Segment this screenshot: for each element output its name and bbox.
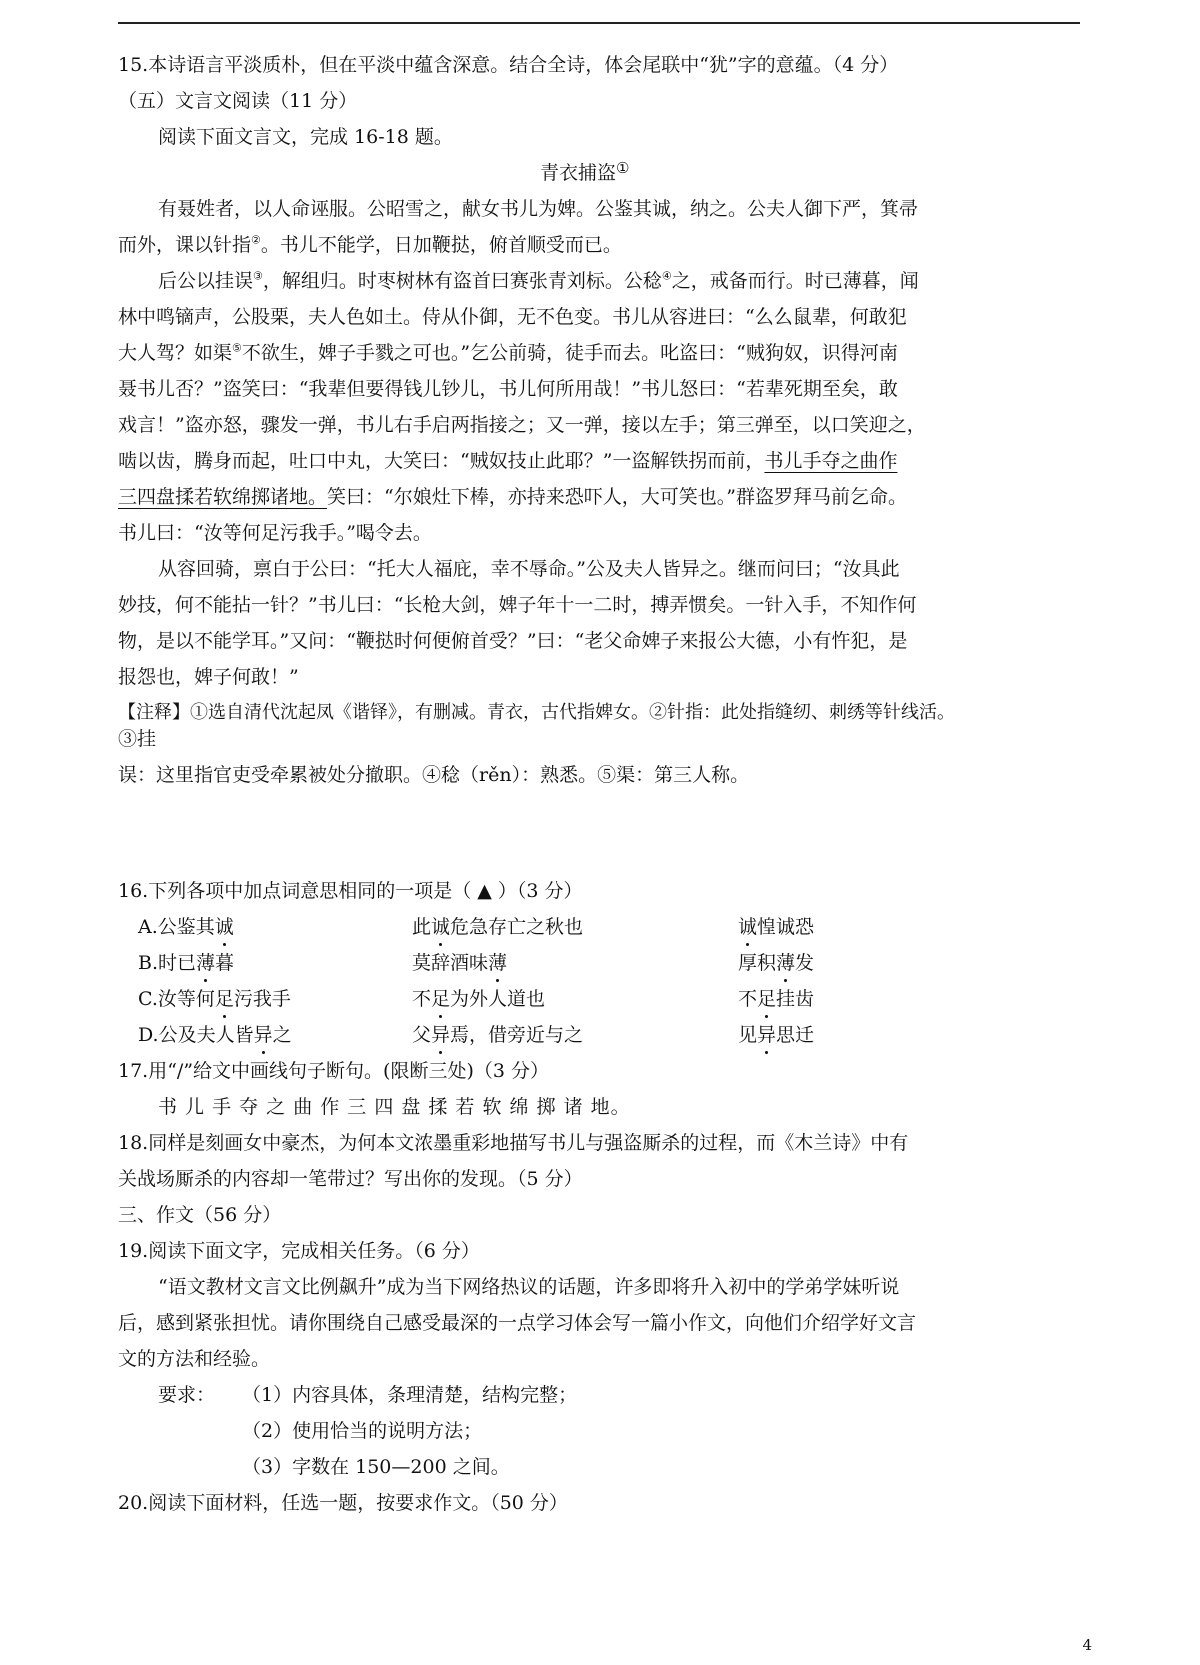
requirement-1: （1）内容具体，条理清楚，结构完整； <box>242 1384 578 1406</box>
passage-line: 报怨也，婢子何敢！” <box>118 666 299 688</box>
dotted-word: 薄 <box>488 952 508 974</box>
dotted-word: 足 <box>757 988 777 1010</box>
footnote-marker-5: ⑤ <box>232 341 242 355</box>
requirement-3: （3）字数在 150—200 之间。 <box>242 1456 510 1478</box>
passage-title-mark: ① <box>616 159 630 177</box>
underlined-sentence: 三四盘揉若软绵掷诸地。 <box>118 486 328 508</box>
option-a-col2 <box>412 914 583 940</box>
footnote-marker-3: ③ <box>253 269 263 283</box>
option-text: 之 <box>272 1024 292 1046</box>
option-text: 焉，借旁近与之 <box>450 1024 584 1046</box>
passage-text: 而外，课以针指 <box>118 234 252 256</box>
dotted-word: 异 <box>253 1024 273 1046</box>
option-b-col1 <box>138 950 234 976</box>
passage-line: 妙技，何不能拈一针？”书儿曰：“长枪大剑，婢子年十一二时，搏弄惯矣。一针入手，不知作何 <box>118 594 917 616</box>
dotted-word: 诚 <box>431 916 451 938</box>
option-text: 父 <box>412 1024 432 1046</box>
dotted-word: 足 <box>431 988 451 1010</box>
passage-text: 不欲生，婢子手戮之可也。”乞公前骑，徒手而去。叱盗曰：“贼狗奴，识得河南 <box>241 342 898 364</box>
annotation-line: 【注释】①选自清代沈起凤《谐铎》，有删减。青衣，古代指婢女。②针指：此处指缝纫、刺绣等针线活。 <box>118 702 955 723</box>
option-text: 莫辞酒味 <box>412 952 489 974</box>
passage-text: ，解组归。时枣树林有盗首曰赛张青刘标。公稔 <box>262 270 662 292</box>
option-text: 危急存亡之秋也 <box>450 916 584 938</box>
passage-line: 物，是以不能学耳。”又问：“鞭挞时何便俯首受？”曰：“老父命婢子来报公大德，小有忤犯，是 <box>118 630 908 652</box>
question-19: 19.阅读下面文字，完成相关任务。（6 分） <box>118 1240 480 1262</box>
option-a-col1 <box>138 914 234 940</box>
option-text: A.公鉴其 <box>138 916 215 938</box>
option-b-col2 <box>412 950 507 976</box>
passage-text: 。书儿不能学，日加鞭挞，俯首顺受而已。 <box>260 234 622 256</box>
question-16: 16.下列各项中加点词意思相同的一项是（ ▲ ）（3 分） <box>118 880 583 902</box>
option-text: 见 <box>738 1024 758 1046</box>
passage-line: 聂书儿否？”盗笑曰：“我辈但要得钱儿钞儿，书儿何所用哉！”书儿怒曰：“若辈死期至矣，敢 <box>118 378 898 400</box>
passage-line: 戏言！”盗亦怒，骤发一弹，书儿右手启两指接之；又一弹，接以左手；第三弹至，以口笑迎之， <box>118 414 926 436</box>
passage-text: 啮以齿，腾身而起，吐口中丸，大笑曰：“贼奴技止此耶？”一盗解铁拐而前， <box>118 450 765 472</box>
option-c-col3 <box>738 986 814 1012</box>
passage-line <box>118 340 898 366</box>
option-d-col2 <box>412 1022 583 1048</box>
option-text: D.公及夫人皆 <box>138 1024 254 1046</box>
requirement-2: （2）使用恰当的说明方法； <box>242 1420 483 1442</box>
dotted-word: 诚 <box>738 916 758 938</box>
question-17: 17.用“/”给文中画线句子断句。(限断三处)（3 分） <box>118 1060 549 1082</box>
question-15: 15.本诗语言平淡质朴，但在平淡中蕴含深意。结合全诗，体会尾联中“犹”字的意蕴。（4 分） <box>118 54 899 76</box>
passage-line: 林中鸣镝声，公股栗，夫人色如土。侍从仆御，无不色变。书儿从容进曰：“么么鼠辈，何敢犯 <box>118 306 907 328</box>
footnote-marker-4: ④ <box>661 269 672 283</box>
passage-line: 从容回骑，禀白于公曰：“托大人福庇，幸不辱命。”公及夫人皆异之。继而问曰；“汝具此 <box>158 558 900 580</box>
question-19-line: “语文教材文言文比例飙升”成为当下网络热议的话题，许多即将升入初中的学弟学妹听说 <box>158 1276 900 1298</box>
option-text: 发 <box>795 952 815 974</box>
question-18-line: 18.同样是刻画女中豪杰，为何本文浓墨重彩地描写书儿与强盗厮杀的过程，而《木兰诗》中有 <box>118 1132 909 1154</box>
passage-line: 有聂姓者，以人命诬服。公昭雪之，献女书儿为婢。公鉴其诚，纳之。公夫人御下严，箕帚 <box>158 198 919 220</box>
option-c-col2 <box>412 986 545 1012</box>
dotted-word: 薄 <box>776 952 796 974</box>
passage-line <box>118 232 622 258</box>
option-text: 惶诚恐 <box>757 916 815 938</box>
annotation-line: 误：这里指官吏受牵累被处分撤职。④稔（rěn）：熟悉。⑤渠：第三人称。 <box>118 764 750 786</box>
dotted-word: 薄 <box>196 952 216 974</box>
section-5-heading: （五）文言文阅读（11 分） <box>118 90 358 112</box>
passage-title <box>540 160 629 187</box>
footnote-marker-2: ② <box>251 233 261 247</box>
option-c-col1 <box>138 986 291 1012</box>
option-b-col3 <box>738 950 814 976</box>
passage-text: 后公以挂误 <box>158 270 254 292</box>
dotted-word: 诚 <box>214 916 234 938</box>
option-text: 挂齿 <box>776 988 815 1010</box>
option-d-col3 <box>738 1022 814 1048</box>
dotted-word: 异 <box>757 1024 777 1046</box>
question-18-line: 关战场厮杀的内容却一笔带过？写出你的发现。（5 分） <box>118 1168 583 1190</box>
passage-line <box>158 268 919 294</box>
option-text: 厚积 <box>738 952 777 974</box>
punctuation-sentence: 书 儿 手 夺 之 曲 作 三 四 盘 揉 若 软 绵 掷 诸 地。 <box>158 1096 631 1118</box>
option-text: 不 <box>412 988 432 1010</box>
option-text: 思迁 <box>776 1024 815 1046</box>
passage-text: 笑曰：“尔娘灶下棒，亦持来恐吓人，大可笑也。”群盗罗拜马前乞命。 <box>327 486 907 508</box>
requirements-label: 要求： <box>158 1384 216 1406</box>
option-text: 不 <box>738 988 758 1010</box>
passage-line <box>118 448 897 474</box>
passage-line <box>118 484 907 510</box>
section-3-heading: 三、作文（56 分） <box>118 1204 282 1226</box>
page-number: 4 <box>1082 1636 1092 1654</box>
option-text: C.汝等何 <box>138 988 215 1010</box>
option-text: B.时已 <box>138 952 197 974</box>
option-text: 暮 <box>215 952 235 974</box>
passage-text: 大人驾？如渠 <box>118 342 233 364</box>
dotted-word: 足 <box>214 988 234 1010</box>
passage-title-text: 青衣捕盗 <box>540 162 617 184</box>
annotation-line: ③挂 <box>118 728 157 750</box>
top-rule <box>118 22 1080 24</box>
question-19-line: 文的方法和经验。 <box>118 1348 271 1370</box>
passage-text: 之，戒备而行。时已薄暮，闻 <box>671 270 919 292</box>
question-19-line: 后，感到紧张担忧。请你围绕自己感受最深的一点学习体会写一篇小作文，向他们介绍学好文言 <box>118 1312 917 1334</box>
option-text: 污我手 <box>233 988 291 1010</box>
dotted-word: 异 <box>431 1024 451 1046</box>
option-a-col3 <box>738 914 814 940</box>
underlined-sentence: 书儿手夺之曲作 <box>764 450 898 472</box>
option-text: 为外人道也 <box>450 988 546 1010</box>
option-d-col1 <box>138 1022 292 1048</box>
question-20: 20.阅读下面材料，任选一题，按要求作文。（50 分） <box>118 1492 568 1514</box>
section-5-instruction: 阅读下面文言文，完成 16-18 题。 <box>158 126 453 148</box>
option-text: 此 <box>412 916 432 938</box>
passage-line: 书儿曰：“汝等何足污我手。”喝令去。 <box>118 522 432 544</box>
